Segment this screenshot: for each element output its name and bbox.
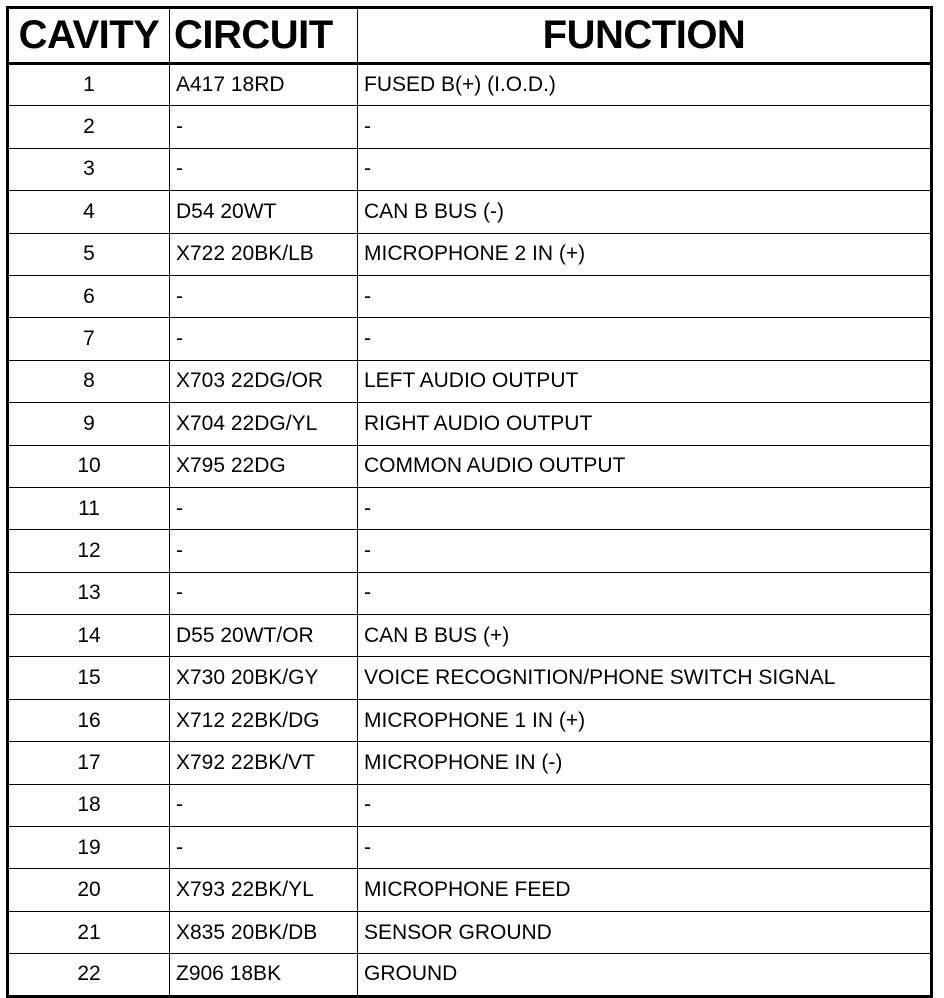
cavity-cell: 12 — [8, 530, 170, 572]
circuit-cell: - — [170, 275, 358, 317]
function-cell: MICROPHONE IN (-) — [358, 742, 932, 784]
header-row — [8, 8, 932, 64]
cavity-cell: 10 — [8, 445, 170, 487]
cavity-cell: 17 — [8, 742, 170, 784]
circuit-cell: - — [170, 827, 358, 869]
function-cell: RIGHT AUDIO OUTPUT — [358, 403, 932, 445]
circuit-cell: X704 22DG/YL — [170, 403, 358, 445]
table-row — [8, 742, 932, 784]
circuit-cell: - — [170, 572, 358, 614]
table-row — [8, 784, 932, 826]
cavity-column-header: CAVITY — [8, 8, 170, 64]
cavity-cell: 18 — [8, 784, 170, 826]
function-cell: - — [358, 318, 932, 360]
circuit-cell: X792 22BK/VT — [170, 742, 358, 784]
function-cell: MICROPHONE 2 IN (+) — [358, 233, 932, 275]
function-cell: GROUND — [358, 954, 932, 996]
cavity-cell: 16 — [8, 699, 170, 741]
circuit-cell: D55 20WT/OR — [170, 615, 358, 657]
table-row — [8, 657, 932, 699]
cavity-cell: 21 — [8, 911, 170, 953]
table-row — [8, 572, 932, 614]
function-cell: CAN B BUS (-) — [358, 191, 932, 233]
function-cell: - — [358, 784, 932, 826]
circuit-cell: - — [170, 148, 358, 190]
function-cell: - — [358, 487, 932, 529]
circuit-cell: X835 20BK/DB — [170, 911, 358, 953]
cavity-cell: 6 — [8, 275, 170, 317]
circuit-cell: X712 22BK/DG — [170, 699, 358, 741]
cavity-cell: 15 — [8, 657, 170, 699]
table-row — [8, 106, 932, 148]
function-cell: - — [358, 530, 932, 572]
function-cell: MICROPHONE FEED — [358, 869, 932, 911]
table-row — [8, 699, 932, 741]
circuit-cell: X722 20BK/LB — [170, 233, 358, 275]
function-cell: - — [358, 148, 932, 190]
table-row — [8, 318, 932, 360]
function-cell: CAN B BUS (+) — [358, 615, 932, 657]
table-row — [8, 911, 932, 953]
table-row — [8, 360, 932, 402]
function-cell: LEFT AUDIO OUTPUT — [358, 360, 932, 402]
circuit-cell: - — [170, 318, 358, 360]
table-row — [8, 827, 932, 869]
function-cell: - — [358, 106, 932, 148]
function-cell: COMMON AUDIO OUTPUT — [358, 445, 932, 487]
cavity-cell: 20 — [8, 869, 170, 911]
cavity-cell: 3 — [8, 148, 170, 190]
table-row — [8, 530, 932, 572]
function-cell: FUSED B(+) (I.O.D.) — [358, 64, 932, 106]
function-cell: - — [358, 572, 932, 614]
table-row — [8, 148, 932, 190]
circuit-column-header: CIRCUIT — [170, 8, 358, 64]
cavity-cell: 5 — [8, 233, 170, 275]
circuit-cell: X793 22BK/YL — [170, 869, 358, 911]
circuit-cell: Z906 18BK — [170, 954, 358, 996]
function-cell: - — [358, 827, 932, 869]
table-row — [8, 487, 932, 529]
circuit-cell: - — [170, 784, 358, 826]
circuit-cell: - — [170, 487, 358, 529]
cavity-cell: 19 — [8, 827, 170, 869]
cavity-cell: 11 — [8, 487, 170, 529]
connector-pinout-table — [6, 6, 933, 998]
function-cell: SENSOR GROUND — [358, 911, 932, 953]
cavity-cell: 8 — [8, 360, 170, 402]
circuit-cell: X795 22DG — [170, 445, 358, 487]
table-row — [8, 615, 932, 657]
cavity-cell: 9 — [8, 403, 170, 445]
circuit-cell: D54 20WT — [170, 191, 358, 233]
function-cell: MICROPHONE 1 IN (+) — [358, 699, 932, 741]
pinout-rows — [8, 64, 932, 997]
table-row — [8, 233, 932, 275]
function-column-header: FUNCTION — [358, 8, 932, 64]
table-row — [8, 445, 932, 487]
function-cell: - — [358, 275, 932, 317]
table-row — [8, 403, 932, 445]
circuit-cell: - — [170, 106, 358, 148]
table-row — [8, 275, 932, 317]
cavity-cell: 1 — [8, 64, 170, 106]
cavity-cell: 2 — [8, 106, 170, 148]
circuit-cell: A417 18RD — [170, 64, 358, 106]
cavity-cell: 14 — [8, 615, 170, 657]
cavity-cell: 13 — [8, 572, 170, 614]
table-row — [8, 954, 932, 996]
cavity-cell: 7 — [8, 318, 170, 360]
circuit-cell: X703 22DG/OR — [170, 360, 358, 402]
cavity-cell: 4 — [8, 191, 170, 233]
table-row — [8, 64, 932, 106]
function-cell: VOICE RECOGNITION/PHONE SWITCH SIGNAL — [358, 657, 932, 699]
circuit-cell: - — [170, 530, 358, 572]
cavity-cell: 22 — [8, 954, 170, 996]
table-row — [8, 191, 932, 233]
table-row — [8, 869, 932, 911]
circuit-cell: X730 20BK/GY — [170, 657, 358, 699]
